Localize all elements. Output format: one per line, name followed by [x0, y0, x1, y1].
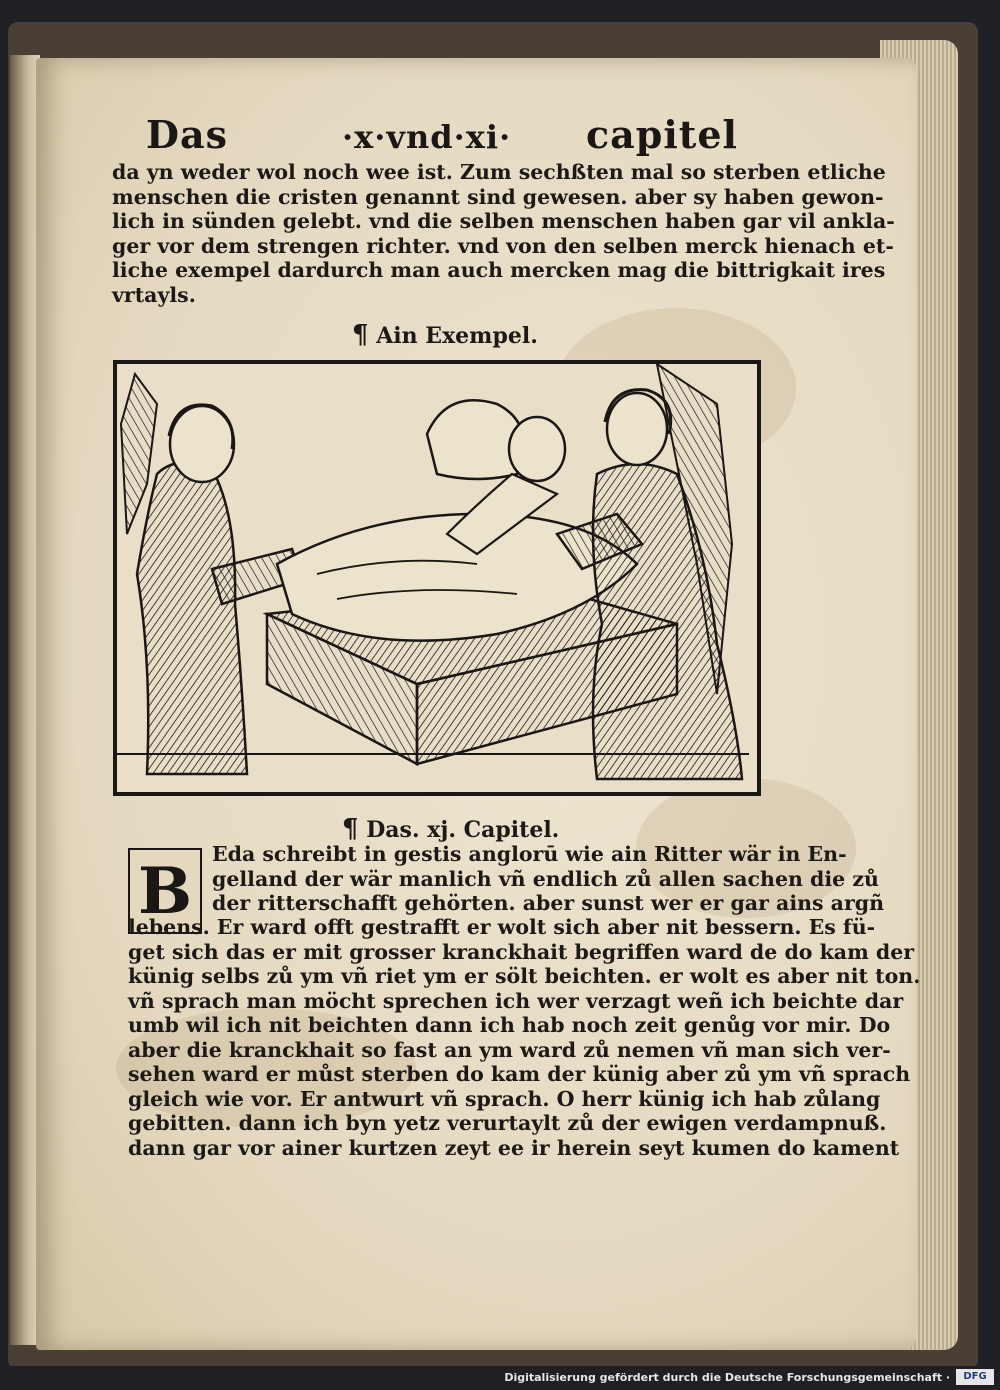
chapter-heading [146, 112, 738, 164]
text-line: lebens. Er ward offt gestrafft er wolt sich aber nit bessern. Es fü- [128, 915, 876, 939]
text-line: umb wil ich nit beichten dann ich hab noch zeit genůg vor mir. Do [128, 1013, 891, 1037]
decorated-initial: B [128, 848, 202, 934]
text-line: dann gar vor ainer kurtzen zeyt ee ir herein seyt kumen do kament [128, 1135, 900, 1160]
chapter-paragraph [128, 915, 920, 1160]
text-line: künig selbs zů ym vñ riet ym er sölt beichten. er wolt es aber nit ton. [128, 964, 921, 988]
text-line: liche exempel dardurch man auch mercken mag die bittrigkait ires [112, 258, 886, 282]
example-title-text: Ain Exempel. [376, 323, 538, 349]
woodcut-deathbed-angels [117, 364, 749, 784]
chapter-title [342, 814, 559, 844]
text-line: gleich wie vor. Er antwurt vñ sprach. O herr künig ich hab zůlang [128, 1086, 881, 1111]
dfg-logo: DFG [956, 1369, 994, 1385]
text-line: lich in sünden gelebt. vnd die selben menschen haben gar vil ankla- [112, 209, 895, 233]
woodcut-illustration [113, 360, 761, 796]
text-line: Eda schreibt in gestis anglorū wie ain Ritter wär in En- [212, 842, 847, 866]
text-line: sehen ward er můst sterben do kam der künig aber zů ym vñ sprach [128, 1062, 911, 1086]
heading-word-das: Das [146, 112, 228, 157]
digitization-footer [0, 1366, 1000, 1390]
text-line: der ritterschafft gehörten. aber sunst wer er gar ains argñ [212, 891, 885, 915]
example-title [352, 320, 538, 350]
pilcrow-mark: ¶ [352, 320, 369, 350]
intro-paragraph [112, 160, 895, 307]
heading-word-capitel: capitel [586, 112, 738, 157]
footer-credit: Digitalisierung gefördert durch die Deutsche Forschungsgemeinschaft · [504, 1371, 950, 1384]
text-line: get sich das er mit grosser kranckhait begriffen ward de do kam der [128, 939, 915, 964]
text-line: aber die kranckhait so fast an ym ward zů nemen vñ man sich ver- [128, 1037, 891, 1062]
text-line: ger vor dem strengen richter. vnd von den selben merck hienach et- [112, 233, 894, 258]
pilcrow-mark: ¶ [342, 814, 359, 844]
text-line: gebitten. dann ich byn yetz verurtaylt zů der ewigen verdampnuß. [128, 1111, 887, 1135]
text-line: vñ sprach man möcht sprechen ich wer verzagt weñ ich beichte dar [128, 988, 904, 1013]
chapter-paragraph-indented [212, 842, 884, 916]
chapter-title-text: Das. xj. Capitel. [366, 817, 560, 843]
heading-chapter-numbers: ·x·vnd·xi· [342, 118, 512, 156]
text-line: menschen die cristen genannt sind gewesen. aber sy haben gewon- [112, 184, 884, 209]
text-line: gelland der wär manlich vñ endlich zů allen sachen die zů [212, 866, 879, 891]
text-line: da yn weder wol noch wee ist. Zum sechßten mal so sterben etliche [112, 160, 886, 184]
text-line: vrtayls. [112, 282, 196, 307]
